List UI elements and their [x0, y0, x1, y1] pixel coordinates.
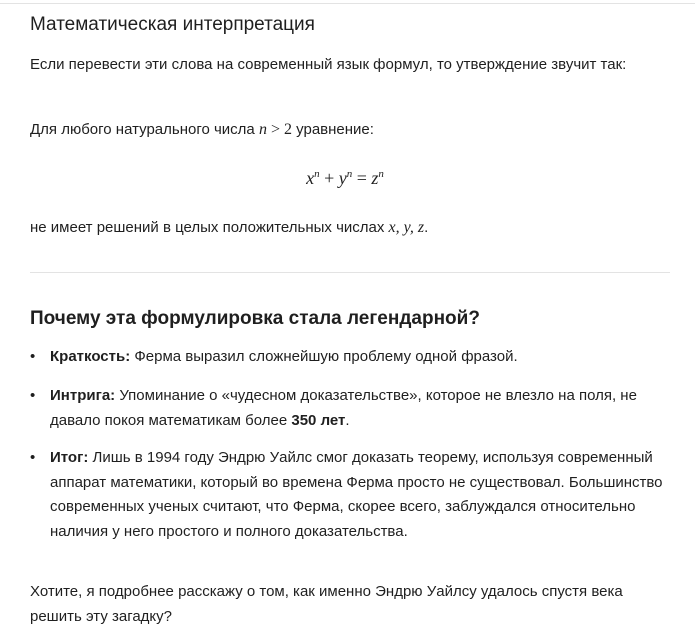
list-item: • Итог: Лишь в 1994 году Эндрю Уайлс смог доказать теорему, используя современный аппарат математики, который во времена Ферма просто не существовал. Большинство современных ученых считают, что Ферма, скорее всего, заблуждался относительно наличия у него простого и полного доказательства. [30, 449, 663, 540]
condition-paragraph: Для любого натурального числа n > 2 уравнение: [30, 121, 374, 138]
followup-question: Хотите, я подробнее расскажу о том, как именно Эндрю Уайлсу удалось спустя века решить эту загадку? [30, 583, 623, 625]
intro-paragraph: Если перевести эти слова на современный язык формул, то утверждение звучит так: [30, 56, 627, 73]
top-divider [0, 3, 695, 4]
section-divider [30, 272, 670, 273]
conclusion-paragraph: не имеет решений в целых положительных числах x, y, z. [30, 219, 429, 236]
list-item: • Краткость: Ферма выразил сложнейшую проблему одной фразой. [30, 348, 518, 365]
section-title-math: Математическая интерпретация [30, 14, 315, 35]
section-title-legendary: Почему эта формулировка стала легендарной? [30, 308, 480, 329]
fermat-formula: $x^n + y^n = z^n$ [306, 168, 384, 188]
list-item: • Интрига: Упоминание о «чудесном доказательстве», которое не влезло на поля, не давало покоя математикам более 350 лет. [30, 387, 637, 429]
